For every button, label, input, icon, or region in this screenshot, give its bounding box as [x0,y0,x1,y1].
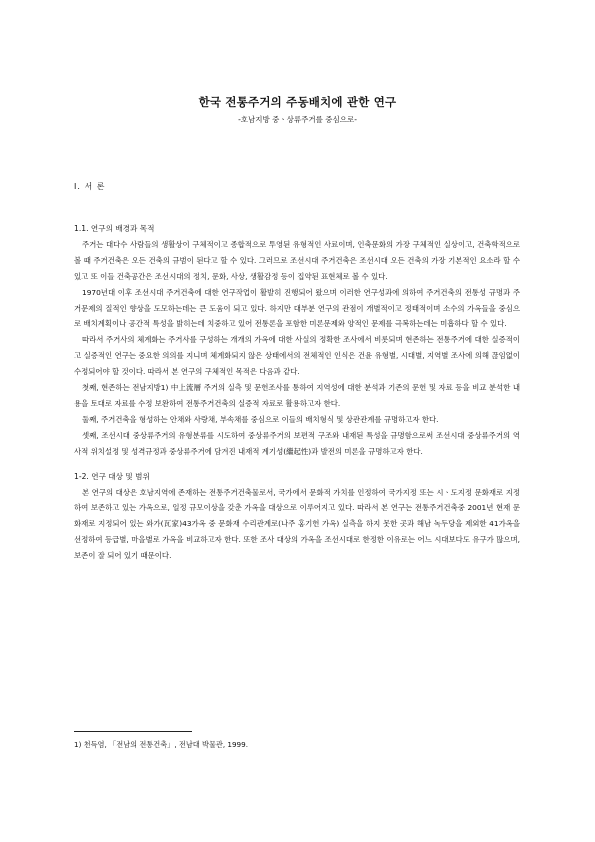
section-heading-introduction: Ⅰ. 서 론 [74,182,106,191]
subsection-heading-scope: 1-2. 연구 대상 및 범위 [74,471,150,481]
body-text [74,221,520,564]
paragraph: 1970년대 이후 조선시대 주거건축에 대한 연구작업이 활발히 진행되어 왔으며 이러한 연구성과에 의하여 주거건축의 전통성 규명과 주거문제의 질적인 향상을 도모하는데는 큰 도움이 되고 있다. 하지만 대부분 연구의 관점이 개별적이고 정태적이며 소수의 가옥들을 중심으로 배치계획이나 공간적 특성을 밝히는데 치중하고 있어 전통론을 포함한 미론문제와 양적인 문제를 극복하는데는 미흡하다 할 수 있다. [74,287,520,329]
footnote: 1) 천득염, 「전남의 전통건축」, 전남대 박물관, 1999. [74,740,248,749]
paragraph: 둘째, 주거건축을 형성하는 안채와 사랑채, 부속채를 중심으로 이들의 배치형식 및 상관관계를 규명하고자 한다. [82,414,439,424]
paragraph: 주거는 대다수 사람들의 생활상이 구체적이고 종합적으로 투영된 유형적인 사료이며, 인축문화의 가장 구체적인 실상이고, 건축학적으로 볼 때 주거건축은 오든 건축의 규범이 된다고 할 수 있다. 그러므로 조선시대 주거건축은 조선시대 오든 건축의 가장 기본적인 요소라 할 수 있고 또 이들 건축공간은 조선시대의 정치, 문화, 사상, 생활감정 등이 집약된 표현체로 볼 수 있다. [74,239,520,281]
paragraph: 첫째, 현존하는 전남지방1) 中上流層 주거의 실측 및 문헌조사를 통하여 지역성에 대한 분석과 기존의 문헌 및 자료 등을 비교 분석한 내용을 토대로 자료를 수정 보완하여 전통주거건축의 실증적 자료로 활용하고자 한다. [74,383,520,408]
paragraph: 본 연구의 대상은 호남지역에 존재하는 전통주거건축물로서, 국가에서 문화적 가치를 인정하여 국가지정 또는 시ㆍ도지정 문화재로 지정하여 보존하고 있는 가옥으로, 일정 규모이상을 갖춘 가옥을 대상으로 이루어지고 있다. 따라서 본 연구는 전통주거건축중 2001년 현재 문화재로 지정되어 있는 와가(瓦家)43가옥 중 문화재 수리관계로(나주 홍기헌 가옥) 실측을 하지 못한 곳과 해남 녹두당을 제외한 41가옥을 선정하여 등급별, 마을별로 가옥을 비교하고자 한다. 또한 조사 대상의 가옥을 조선시대로 한정한 이유로는 어느 시대보다도 유구가 많으며, 보존이 잘 되어 있기 때문이다. [74,487,520,561]
paper-subtitle: -호남지방 중ㆍ상류주거를 중심으로- [238,115,357,124]
footnote-divider [74,731,192,732]
spacer [74,460,520,469]
paper-title: 한국 전통주거의 주동배치에 관한 연구 [198,95,397,109]
paragraph: 따라서 주거사의 체계화는 주거사를 구성하는 개개의 가옥에 대한 사실의 정확한 조사에서 비롯되며 현존하는 전통주거에 대한 실증적이고 실증적인 연구는 중요한 의의를 지니며 체계화되지 않은 상태에서의 전체적인 인식은 건윤 유형별, 시대별, 지역별 조사에 의해 끊임없이 수정되어야 할 것이다. 따라서 본 연구의 구체적인 목적은 다음과 같다. [74,335,520,377]
subsection-heading-background: 1.1. 연구의 배경과 목적 [74,224,155,233]
paragraph: 셋째, 조선시대 중상류주거의 유형분류를 시도하여 중상류주거의 보편적 구조와 내재된 특성을 규명함으로써 조선시대 중상류주거의 역사적 위치설정 및 성격규정과 중상류주거에 담겨진 내재적 계기성(繼起性)과 발전의 미론을 규명하고자 한다. [74,430,520,456]
